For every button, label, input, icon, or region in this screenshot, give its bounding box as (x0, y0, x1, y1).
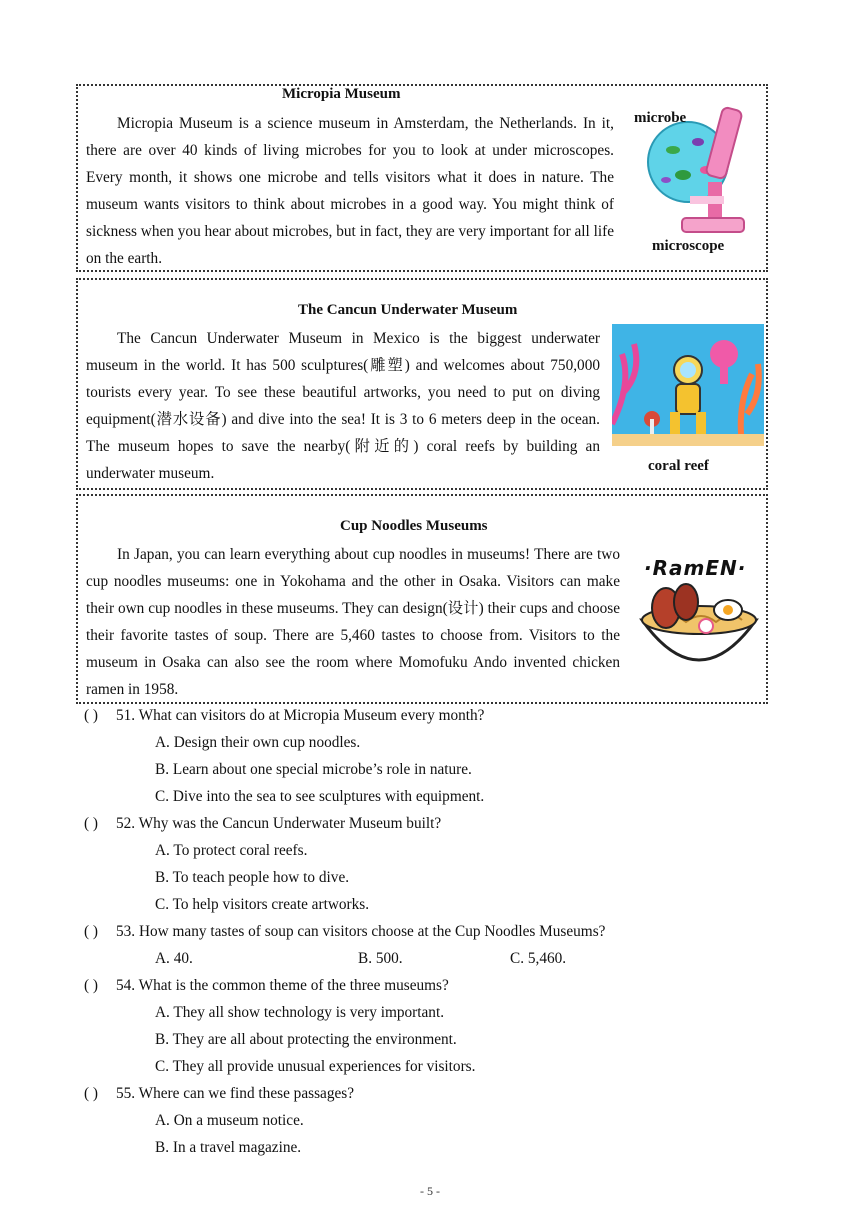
option: B. 500. (358, 950, 403, 967)
option: B. They are all about protecting the environment. (155, 1031, 457, 1048)
answer-blank[interactable]: ( ) (84, 707, 99, 724)
passage-box-micropia (76, 84, 768, 272)
option: A. 40. (155, 950, 193, 967)
option: C. To help visitors create artworks. (155, 896, 370, 913)
question-stem: 52. Why was the Cancun Underwater Museum built? (116, 815, 442, 832)
passage-box-cancun (76, 278, 768, 490)
passage-box-cup-noodles (76, 494, 768, 704)
option: C. Dive into the sea to see sculptures with equipment. (155, 788, 485, 805)
question-stem: 53. How many tastes of soup can visitors choose at the Cup Noodles Museums? (116, 923, 606, 940)
option: B. Learn about one special microbe’s role in nature. (155, 761, 472, 778)
question-stem: 55. Where can we find these passages? (116, 1085, 354, 1102)
answer-blank[interactable]: ( ) (84, 815, 99, 832)
question-54 (84, 977, 449, 995)
diver-coral-illustration (612, 324, 764, 446)
question-55 (84, 1085, 354, 1103)
image-label-microscope: microscope (652, 238, 725, 254)
passage-text: Micropia Museum is a science museum in Amsterdam, the Netherlands. In it, there are over 40 kinds of living microbes for you to look at under microscopes. Every month, it shows one microbe and tells visitors what it does in nature. The museum wants visitors to think about microbes in a good way. You might think of sickness when you hear about microbes, but in fact, they are very important for all life on the earth. (86, 115, 614, 267)
question-52 (84, 815, 441, 833)
question-stem: 54. What is the common theme of the three museums? (116, 977, 449, 994)
page-number: - 5 - (420, 1184, 440, 1198)
option: C. They all provide unusual experiences for visitors. (155, 1058, 476, 1075)
answer-blank[interactable]: ( ) (84, 1085, 99, 1102)
option: B. In a travel magazine. (155, 1139, 302, 1156)
passage-title: Cup Noodles Museums (340, 518, 488, 534)
image-label-microbe: microbe (634, 110, 687, 126)
image-label-coral-reef: coral reef (648, 458, 709, 474)
question-51 (84, 707, 484, 725)
option: A. Design their own cup noodles. (155, 734, 361, 751)
answer-blank[interactable]: ( ) (84, 923, 99, 940)
question-53 (84, 923, 605, 941)
option: B. To teach people how to dive. (155, 869, 350, 886)
option: A. On a museum notice. (155, 1112, 304, 1129)
passage-title: The Cancun Underwater Museum (298, 302, 518, 318)
passage-text: In Japan, you can learn everything about cup noodles in museums! There are two cup noodles museums: one in Yokohama and the other in Osaka. Visitors can make their own cup noodles in these museums. They can design(设计) their cups and choose their favorite tastes of soup. There are 5,460 tastes to choose from. Visitors to the museum in Osaka can also see the room where Momofuku Ando invented chicken ramen in 1958. (86, 546, 620, 698)
answer-blank[interactable]: ( ) (84, 977, 99, 994)
image-label-ramen: ·RamEN· (644, 556, 747, 580)
option: A. To protect coral reefs. (155, 842, 308, 859)
option: C. 5,460. (510, 950, 567, 967)
passage-title: Micropia Museum (282, 86, 401, 102)
question-stem: 51. What can visitors do at Micropia Museum every month? (116, 707, 485, 724)
option: A. They all show technology is very important. (155, 1004, 445, 1021)
passage-text: The Cancun Underwater Museum in Mexico is the biggest underwater museum in the world. It has 500 sculptures(雕塑) and welcomes about 750,000 tourists every year. To see these beautiful artworks, you need to put on diving equipment(潜水设备) and dive into the sea! It is 3 to 6 meters deep in the ocean. The museum hopes to save the nearby(附近的) coral reefs by building an underwater museum. (86, 330, 600, 482)
